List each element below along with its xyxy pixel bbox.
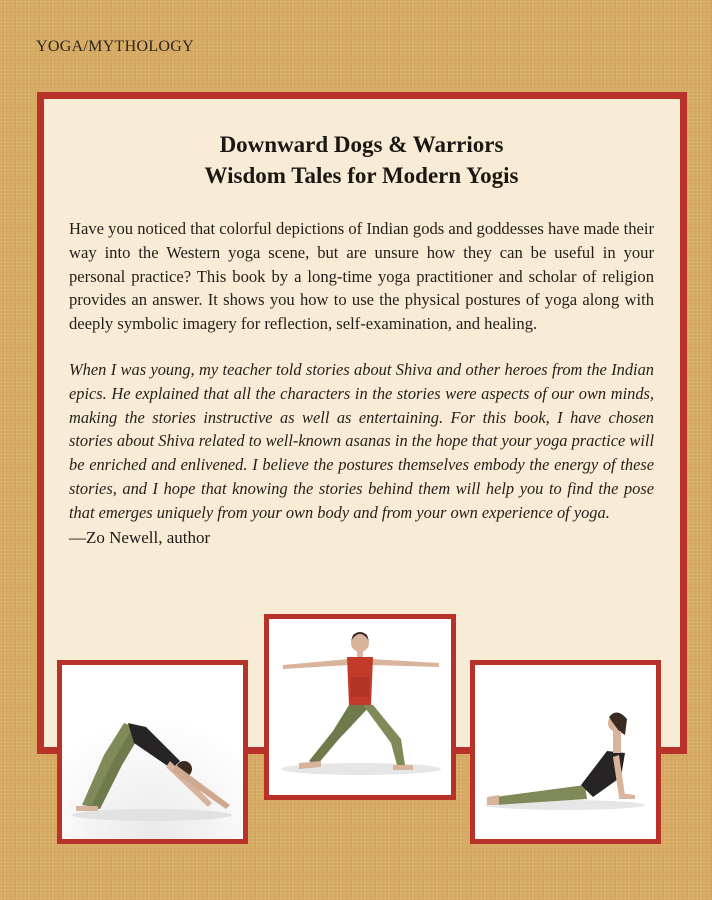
warrior-pose-photo-icon — [269, 619, 451, 795]
book-title — [69, 129, 654, 191]
cobra-pose-photo-icon — [475, 665, 656, 839]
book-description: Have you noticed that colorful depictions of Indian gods and goddesses have made their way into the Western yoga scene, but are unsure how they can be useful in your personal practice? This book by a long-time yoga practitioner and scholar of religion provides an answer. It shows you how to use the physical postures of yoga along with deeply symbolic imagery for reflection, self-examination, and healing. — [69, 219, 654, 334]
author-quote: When I was young, my teacher told stories about Shiva and other heroes from the Indian epics. He explained that all the characters in the stories were aspects of our own minds, making the stories instructive as well as entertaining. For this book, I have chosen stories about Shiva related to well-known asanas in the hope that your yoga practice will be enriched and enlivened. I believe the postures themselves embody the energy of these stories, and I hope that knowing the stories behind them will help you to find the pose that emerges uniquely from your own body and from your own experience of yoga. — [69, 359, 654, 522]
category-label: YOGA/MYTHOLOGY — [36, 38, 194, 55]
downward-dog-photo — [57, 660, 248, 844]
book-title-line-1: Downward Dogs & Warriors — [219, 132, 504, 157]
quote-attribution: —Zo Newell, author — [69, 527, 211, 547]
downward-dog-pose-photo-icon — [62, 665, 243, 839]
cobra-photo — [470, 660, 661, 844]
warrior-photo — [264, 614, 456, 800]
book-title-line-2: Wisdom Tales for Modern Yogis — [204, 163, 519, 188]
